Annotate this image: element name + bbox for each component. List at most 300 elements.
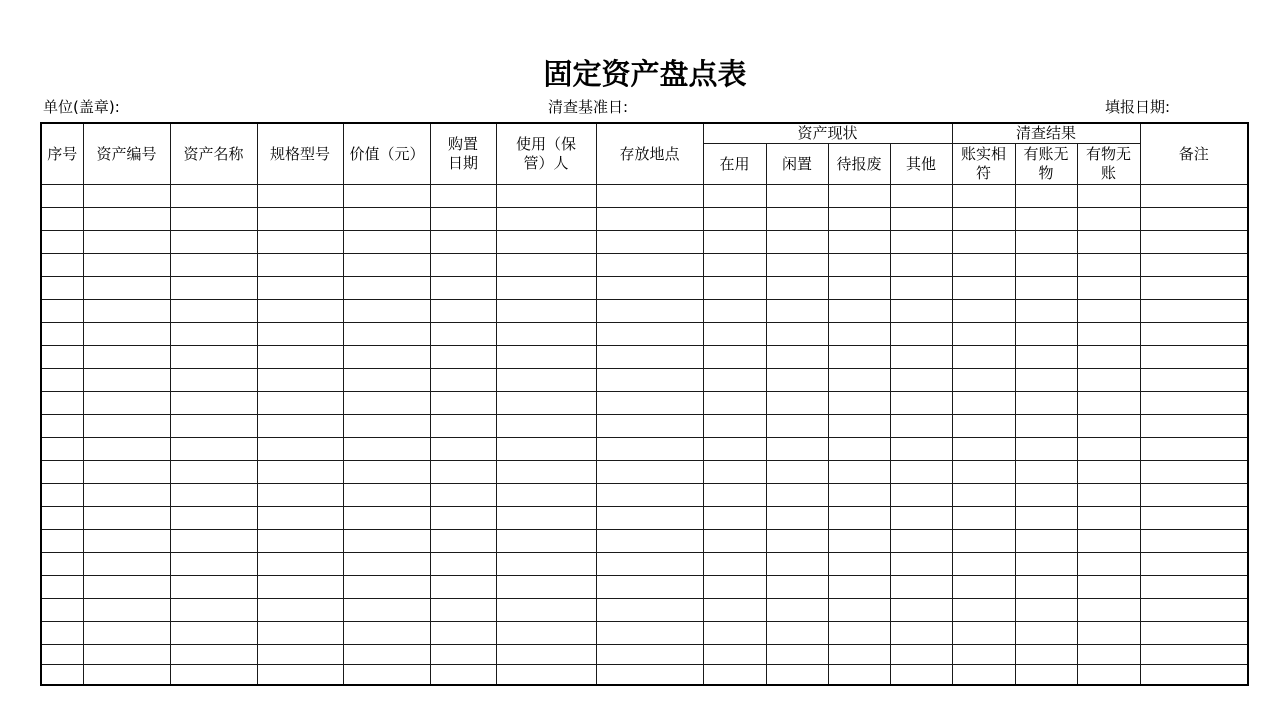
table-cell[interactable] [890,323,952,346]
table-cell[interactable] [83,484,170,507]
table-cell[interactable] [257,438,343,461]
table-cell[interactable] [890,553,952,576]
table-cell[interactable] [828,231,890,254]
table-cell[interactable] [496,231,596,254]
table-cell[interactable] [496,415,596,438]
table-cell[interactable] [1077,645,1140,665]
table-cell[interactable] [496,576,596,599]
table-cell[interactable] [766,323,828,346]
table-cell[interactable] [343,231,430,254]
table-cell[interactable] [703,645,766,665]
table-cell[interactable] [890,599,952,622]
table-cell[interactable] [1015,576,1077,599]
table-cell[interactable] [890,208,952,231]
table-cell[interactable] [496,277,596,300]
table-cell[interactable] [257,277,343,300]
table-cell[interactable] [41,576,83,599]
table-cell[interactable] [1015,665,1077,686]
table-cell[interactable] [766,507,828,530]
table-cell[interactable] [703,208,766,231]
table-cell[interactable] [1015,277,1077,300]
table-cell[interactable] [890,369,952,392]
table-cell[interactable] [596,208,703,231]
table-cell[interactable] [83,438,170,461]
table-cell[interactable] [496,323,596,346]
table-cell[interactable] [496,622,596,645]
table-cell[interactable] [41,323,83,346]
table-cell[interactable] [828,208,890,231]
table-cell[interactable] [766,415,828,438]
table-cell[interactable] [496,461,596,484]
table-cell[interactable] [766,231,828,254]
table-cell[interactable] [83,530,170,553]
table-cell[interactable] [766,461,828,484]
table-cell[interactable] [41,622,83,645]
table-cell[interactable] [828,553,890,576]
table-cell[interactable] [170,185,257,208]
table-cell[interactable] [952,461,1015,484]
table-cell[interactable] [1140,530,1248,553]
table-cell[interactable] [41,392,83,415]
table-cell[interactable] [1140,484,1248,507]
table-cell[interactable] [766,208,828,231]
table-cell[interactable] [430,185,496,208]
table-cell[interactable] [1140,599,1248,622]
table-cell[interactable] [828,438,890,461]
table-cell[interactable] [257,530,343,553]
table-cell[interactable] [41,369,83,392]
table-cell[interactable] [1140,461,1248,484]
table-cell[interactable] [170,277,257,300]
table-cell[interactable] [828,415,890,438]
table-cell[interactable] [170,645,257,665]
table-cell[interactable] [1140,645,1248,665]
table-cell[interactable] [1140,665,1248,686]
table-cell[interactable] [890,392,952,415]
table-cell[interactable] [703,665,766,686]
table-cell[interactable] [170,369,257,392]
table-cell[interactable] [257,231,343,254]
table-cell[interactable] [1077,231,1140,254]
table-cell[interactable] [828,185,890,208]
table-cell[interactable] [257,553,343,576]
table-cell[interactable] [83,665,170,686]
table-cell[interactable] [41,208,83,231]
table-cell[interactable] [257,185,343,208]
table-cell[interactable] [430,665,496,686]
table-cell[interactable] [257,599,343,622]
table-cell[interactable] [1015,461,1077,484]
table-cell[interactable] [343,665,430,686]
table-cell[interactable] [41,553,83,576]
table-cell[interactable] [1015,323,1077,346]
table-cell[interactable] [343,208,430,231]
table-cell[interactable] [828,323,890,346]
table-cell[interactable] [890,185,952,208]
table-cell[interactable] [596,484,703,507]
table-cell[interactable] [828,346,890,369]
table-cell[interactable] [430,369,496,392]
table-cell[interactable] [703,323,766,346]
table-cell[interactable] [1077,277,1140,300]
table-cell[interactable] [1140,392,1248,415]
table-cell[interactable] [828,599,890,622]
table-cell[interactable] [1077,254,1140,277]
table-cell[interactable] [1077,484,1140,507]
table-cell[interactable] [828,507,890,530]
table-cell[interactable] [83,208,170,231]
table-cell[interactable] [1140,622,1248,645]
table-cell[interactable] [257,461,343,484]
table-cell[interactable] [1015,438,1077,461]
table-cell[interactable] [1077,415,1140,438]
table-cell[interactable] [430,415,496,438]
table-cell[interactable] [257,369,343,392]
table-cell[interactable] [257,622,343,645]
table-cell[interactable] [828,254,890,277]
table-cell[interactable] [83,231,170,254]
table-cell[interactable] [828,300,890,323]
table-cell[interactable] [343,461,430,484]
table-cell[interactable] [41,277,83,300]
table-cell[interactable] [890,254,952,277]
table-cell[interactable] [343,277,430,300]
table-cell[interactable] [170,484,257,507]
table-cell[interactable] [170,576,257,599]
table-cell[interactable] [1140,277,1248,300]
table-cell[interactable] [430,300,496,323]
table-cell[interactable] [430,461,496,484]
table-cell[interactable] [496,438,596,461]
table-cell[interactable] [343,346,430,369]
table-cell[interactable] [890,622,952,645]
table-cell[interactable] [766,346,828,369]
table-cell[interactable] [1077,553,1140,576]
table-cell[interactable] [1077,576,1140,599]
table-cell[interactable] [83,553,170,576]
table-cell[interactable] [828,369,890,392]
table-cell[interactable] [257,208,343,231]
table-cell[interactable] [343,415,430,438]
table-cell[interactable] [41,254,83,277]
table-cell[interactable] [1140,254,1248,277]
table-cell[interactable] [343,484,430,507]
table-cell[interactable] [430,576,496,599]
table-cell[interactable] [430,323,496,346]
table-cell[interactable] [170,530,257,553]
table-cell[interactable] [952,231,1015,254]
table-cell[interactable] [828,277,890,300]
table-cell[interactable] [83,300,170,323]
table-cell[interactable] [703,185,766,208]
table-cell[interactable] [952,415,1015,438]
table-cell[interactable] [890,507,952,530]
table-cell[interactable] [170,392,257,415]
table-cell[interactable] [596,576,703,599]
table-cell[interactable] [1015,346,1077,369]
table-cell[interactable] [496,185,596,208]
table-cell[interactable] [41,507,83,530]
table-cell[interactable] [952,392,1015,415]
table-cell[interactable] [828,484,890,507]
table-cell[interactable] [430,553,496,576]
table-cell[interactable] [343,576,430,599]
table-cell[interactable] [170,231,257,254]
table-cell[interactable] [766,484,828,507]
table-cell[interactable] [430,438,496,461]
table-cell[interactable] [170,300,257,323]
table-cell[interactable] [496,665,596,686]
table-cell[interactable] [596,300,703,323]
table-cell[interactable] [952,507,1015,530]
table-cell[interactable] [83,185,170,208]
table-cell[interactable] [596,415,703,438]
table-cell[interactable] [83,323,170,346]
table-cell[interactable] [83,507,170,530]
table-cell[interactable] [257,507,343,530]
table-cell[interactable] [343,185,430,208]
table-cell[interactable] [170,254,257,277]
table-cell[interactable] [703,369,766,392]
table-cell[interactable] [257,576,343,599]
table-cell[interactable] [890,461,952,484]
table-cell[interactable] [890,645,952,665]
table-cell[interactable] [170,622,257,645]
table-cell[interactable] [170,438,257,461]
table-cell[interactable] [170,415,257,438]
table-cell[interactable] [257,254,343,277]
table-cell[interactable] [596,553,703,576]
table-cell[interactable] [41,645,83,665]
table-cell[interactable] [41,438,83,461]
table-cell[interactable] [496,645,596,665]
table-cell[interactable] [1077,461,1140,484]
table-cell[interactable] [1077,346,1140,369]
table-cell[interactable] [766,553,828,576]
table-cell[interactable] [890,277,952,300]
table-cell[interactable] [83,461,170,484]
table-cell[interactable] [703,231,766,254]
table-cell[interactable] [1015,507,1077,530]
table-cell[interactable] [170,665,257,686]
table-cell[interactable] [596,231,703,254]
table-cell[interactable] [41,665,83,686]
table-cell[interactable] [1077,599,1140,622]
table-cell[interactable] [430,392,496,415]
table-cell[interactable] [1015,254,1077,277]
table-cell[interactable] [1015,484,1077,507]
table-cell[interactable] [766,300,828,323]
table-cell[interactable] [596,599,703,622]
table-cell[interactable] [1077,185,1140,208]
table-cell[interactable] [1140,346,1248,369]
table-cell[interactable] [41,484,83,507]
table-cell[interactable] [257,645,343,665]
table-cell[interactable] [828,461,890,484]
table-cell[interactable] [890,438,952,461]
table-cell[interactable] [430,599,496,622]
table-cell[interactable] [890,231,952,254]
table-cell[interactable] [766,369,828,392]
table-cell[interactable] [766,254,828,277]
table-cell[interactable] [890,484,952,507]
table-cell[interactable] [703,277,766,300]
table-cell[interactable] [596,369,703,392]
table-cell[interactable] [257,323,343,346]
table-cell[interactable] [496,254,596,277]
table-cell[interactable] [1015,231,1077,254]
table-cell[interactable] [1015,530,1077,553]
table-cell[interactable] [952,484,1015,507]
table-cell[interactable] [703,415,766,438]
table-cell[interactable] [952,645,1015,665]
table-cell[interactable] [1140,208,1248,231]
table-cell[interactable] [1140,231,1248,254]
table-cell[interactable] [496,300,596,323]
table-cell[interactable] [952,438,1015,461]
table-cell[interactable] [83,369,170,392]
table-cell[interactable] [170,461,257,484]
table-cell[interactable] [170,323,257,346]
table-cell[interactable] [83,392,170,415]
table-cell[interactable] [828,576,890,599]
table-cell[interactable] [41,415,83,438]
table-cell[interactable] [496,484,596,507]
table-cell[interactable] [952,208,1015,231]
table-cell[interactable] [1077,438,1140,461]
table-cell[interactable] [703,507,766,530]
table-cell[interactable] [596,622,703,645]
table-cell[interactable] [828,392,890,415]
table-cell[interactable] [83,645,170,665]
table-cell[interactable] [596,254,703,277]
table-cell[interactable] [83,277,170,300]
table-cell[interactable] [890,300,952,323]
table-cell[interactable] [343,438,430,461]
table-cell[interactable] [496,507,596,530]
table-cell[interactable] [1077,665,1140,686]
table-cell[interactable] [952,369,1015,392]
table-cell[interactable] [703,530,766,553]
table-cell[interactable] [1015,415,1077,438]
table-cell[interactable] [766,530,828,553]
table-cell[interactable] [83,622,170,645]
table-cell[interactable] [596,185,703,208]
table-cell[interactable] [343,323,430,346]
table-cell[interactable] [596,665,703,686]
table-cell[interactable] [952,553,1015,576]
table-cell[interactable] [596,530,703,553]
table-cell[interactable] [430,231,496,254]
table-cell[interactable] [1015,622,1077,645]
table-cell[interactable] [430,208,496,231]
table-cell[interactable] [890,415,952,438]
table-cell[interactable] [952,530,1015,553]
table-cell[interactable] [1077,530,1140,553]
table-cell[interactable] [596,461,703,484]
table-cell[interactable] [952,323,1015,346]
table-cell[interactable] [343,392,430,415]
table-cell[interactable] [343,622,430,645]
table-cell[interactable] [1077,323,1140,346]
table-cell[interactable] [496,369,596,392]
table-cell[interactable] [890,530,952,553]
table-cell[interactable] [596,346,703,369]
table-cell[interactable] [430,530,496,553]
table-cell[interactable] [596,277,703,300]
table-cell[interactable] [1140,507,1248,530]
table-cell[interactable] [1077,392,1140,415]
table-cell[interactable] [41,231,83,254]
table-cell[interactable] [83,576,170,599]
table-cell[interactable] [766,645,828,665]
table-cell[interactable] [766,622,828,645]
table-cell[interactable] [766,576,828,599]
table-cell[interactable] [343,599,430,622]
table-cell[interactable] [828,645,890,665]
table-cell[interactable] [1140,415,1248,438]
table-cell[interactable] [41,346,83,369]
table-cell[interactable] [703,254,766,277]
table-cell[interactable] [1077,300,1140,323]
table-cell[interactable] [890,576,952,599]
table-cell[interactable] [952,599,1015,622]
table-cell[interactable] [703,346,766,369]
table-cell[interactable] [890,665,952,686]
table-cell[interactable] [343,369,430,392]
table-cell[interactable] [1015,645,1077,665]
table-cell[interactable] [343,645,430,665]
table-cell[interactable] [766,665,828,686]
table-cell[interactable] [1015,369,1077,392]
table-cell[interactable] [1140,185,1248,208]
table-cell[interactable] [1140,438,1248,461]
table-cell[interactable] [703,553,766,576]
table-cell[interactable] [343,530,430,553]
table-cell[interactable] [41,599,83,622]
table-cell[interactable] [703,438,766,461]
table-cell[interactable] [41,461,83,484]
table-cell[interactable] [496,208,596,231]
table-cell[interactable] [1015,392,1077,415]
table-cell[interactable] [766,599,828,622]
table-cell[interactable] [1077,507,1140,530]
table-cell[interactable] [952,185,1015,208]
table-cell[interactable] [703,622,766,645]
table-cell[interactable] [257,415,343,438]
table-cell[interactable] [257,665,343,686]
table-cell[interactable] [828,622,890,645]
table-cell[interactable] [703,599,766,622]
table-cell[interactable] [596,507,703,530]
table-cell[interactable] [596,438,703,461]
table-cell[interactable] [1140,576,1248,599]
table-cell[interactable] [1077,369,1140,392]
table-cell[interactable] [1015,208,1077,231]
table-cell[interactable] [430,484,496,507]
table-cell[interactable] [170,507,257,530]
table-cell[interactable] [766,438,828,461]
table-cell[interactable] [952,254,1015,277]
table-cell[interactable] [343,254,430,277]
table-cell[interactable] [430,346,496,369]
table-cell[interactable] [430,622,496,645]
table-cell[interactable] [1015,553,1077,576]
table-cell[interactable] [343,553,430,576]
table-cell[interactable] [1140,553,1248,576]
table-cell[interactable] [890,346,952,369]
table-cell[interactable] [1140,323,1248,346]
